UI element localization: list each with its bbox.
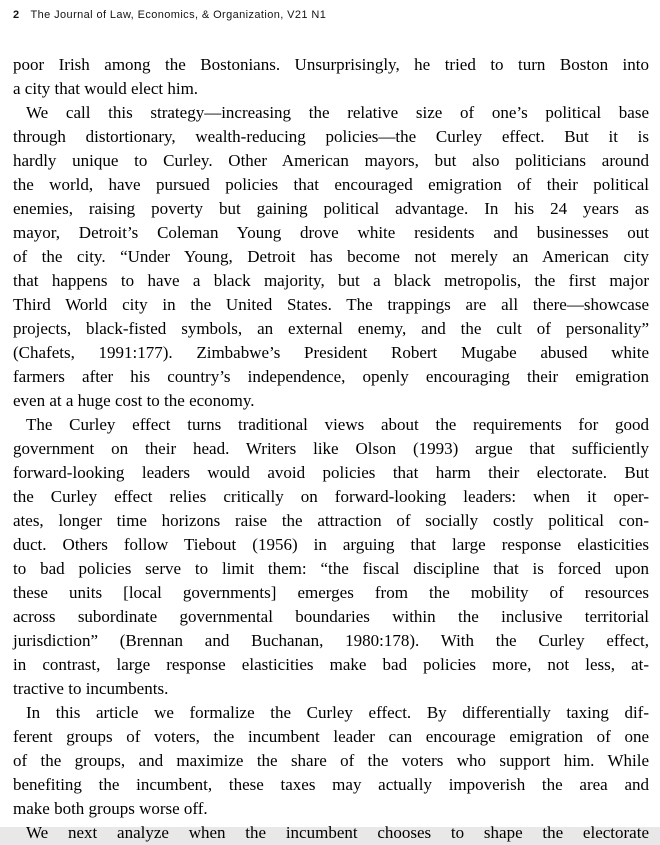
journal-title: The Journal of Law, Economics, & Organization, V21 N1 [30, 9, 327, 21]
text-line: through distortionary, wealth-reducing policies—the Curley effect. But it is [13, 127, 649, 146]
text-line: ates, longer time horizons raise the attraction of socially costly political con- [13, 511, 649, 530]
text-line: enemies, raising poverty but gaining political advantage. In his 24 years as [13, 199, 649, 218]
text-line: ferent groups of voters, the incumbent leader can encourage emigration of one [13, 727, 649, 746]
text-line-partial: We next analyze when the incumbent chooses to shape the electorate [26, 823, 649, 842]
text-line: across subordinate governmental boundaries within the inclusive territorial [13, 607, 649, 626]
text-line: (Chafets, 1991:177). Zimbabwe’s President Robert Mugabe abused white [13, 343, 649, 362]
text-line: to bad policies serve to limit them: “the fiscal discipline that is forced upon [13, 559, 649, 578]
text-line: In this article we formalize the Curley effect. By differentially taxing dif- [26, 703, 649, 722]
text-line: the world, have pursued policies that encouraged emigration of their political [13, 175, 649, 194]
text-line: in contrast, large response elasticities make bad policies more, not less, at- [13, 655, 649, 674]
text-line: poor Irish among the Bostonians. Unsurprisingly, he tried to turn Boston into [13, 55, 649, 74]
text-line: tractive to incumbents. [13, 679, 169, 698]
text-line: duct. Others follow Tiebout (1956) in arguing that large response elasticities [13, 535, 649, 554]
text-line: make both groups worse off. [13, 799, 208, 818]
text-line: of the groups, and maximize the share of the voters who support him. While [13, 751, 649, 770]
text-line: jurisdiction” (Brennan and Buchanan, 1980:178). With the Curley effect, [13, 631, 649, 650]
text-line: a city that would elect him. [13, 79, 199, 98]
text-line: forward-looking leaders would avoid policies that harm their electorate. But [13, 463, 649, 482]
text-line: government on their head. Writers like Olson (1993) argue that sufficiently [13, 439, 649, 458]
running-head [13, 9, 649, 21]
article-body [13, 53, 649, 845]
text-line: farmers after his country’s independence, openly encouraging their emigration [13, 367, 649, 386]
text-line: of the city. “Under Young, Detroit has become not merely an American city [13, 247, 649, 266]
text-line: Third World city in the United States. The trappings are all there—showcase [13, 295, 649, 314]
page-number: 2 [13, 9, 20, 21]
text-line: that happens to have a black majority, but a black metropolis, the first major [13, 271, 649, 290]
text-line: hardly unique to Curley. Other American mayors, but also politicians around [13, 151, 649, 170]
text-line: benefiting the incumbent, these taxes may actually impoverish the area and [13, 775, 649, 794]
text-line: even at a huge cost to the economy. [13, 391, 255, 410]
text-line: The Curley effect turns traditional views about the requirements for good [26, 415, 649, 434]
text-line: We call this strategy—increasing the relative size of one’s political base [26, 103, 649, 122]
text-line: these units [local governments] emerges from the mobility of resources [13, 583, 649, 602]
text-line: the Curley effect relies critically on forward-looking leaders: when it oper- [13, 487, 649, 506]
text-line: projects, black-fisted symbols, an external enemy, and the cult of personality” [13, 319, 649, 338]
text-line: mayor, Detroit’s Coleman Young drove white residents and businesses out [13, 223, 649, 242]
